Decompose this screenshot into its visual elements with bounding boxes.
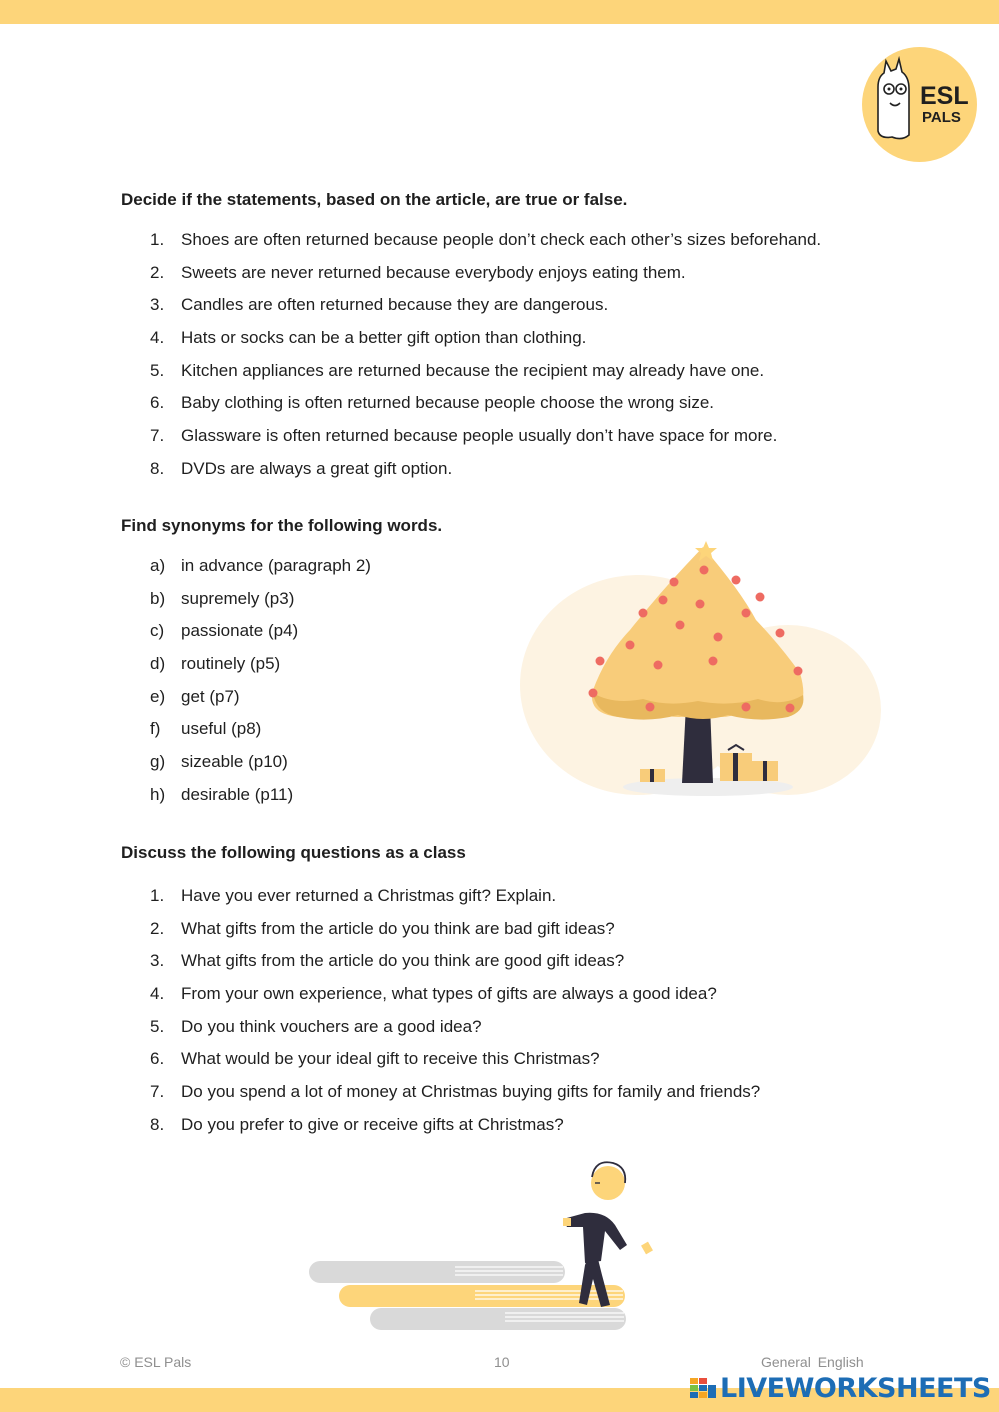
liveworksheets-watermark (689, 1373, 991, 1403)
footer-copyright: © ESL Pals (120, 1354, 192, 1370)
discussion-heading: Discuss the following questions as a class (121, 843, 466, 862)
footer-course-name: General English (761, 1354, 864, 1370)
liveworksheets-icon (689, 1376, 717, 1400)
liveworksheets-text: LIVEWORKSHEETS (720, 1372, 991, 1404)
esl-pals-logo (862, 47, 977, 162)
top-color-band (0, 0, 999, 24)
true-false-heading: Decide if the statements, based on the article, are true or false. (121, 190, 628, 209)
synonyms-heading: Find synonyms for the following words. (121, 516, 443, 535)
person-on-books-illustration (305, 1155, 665, 1335)
footer-page-number: 10 (494, 1354, 510, 1370)
svg-text:PALS: PALS (922, 109, 961, 126)
svg-text:ESL: ESL (920, 82, 969, 110)
christmas-tree-illustration (518, 535, 883, 800)
